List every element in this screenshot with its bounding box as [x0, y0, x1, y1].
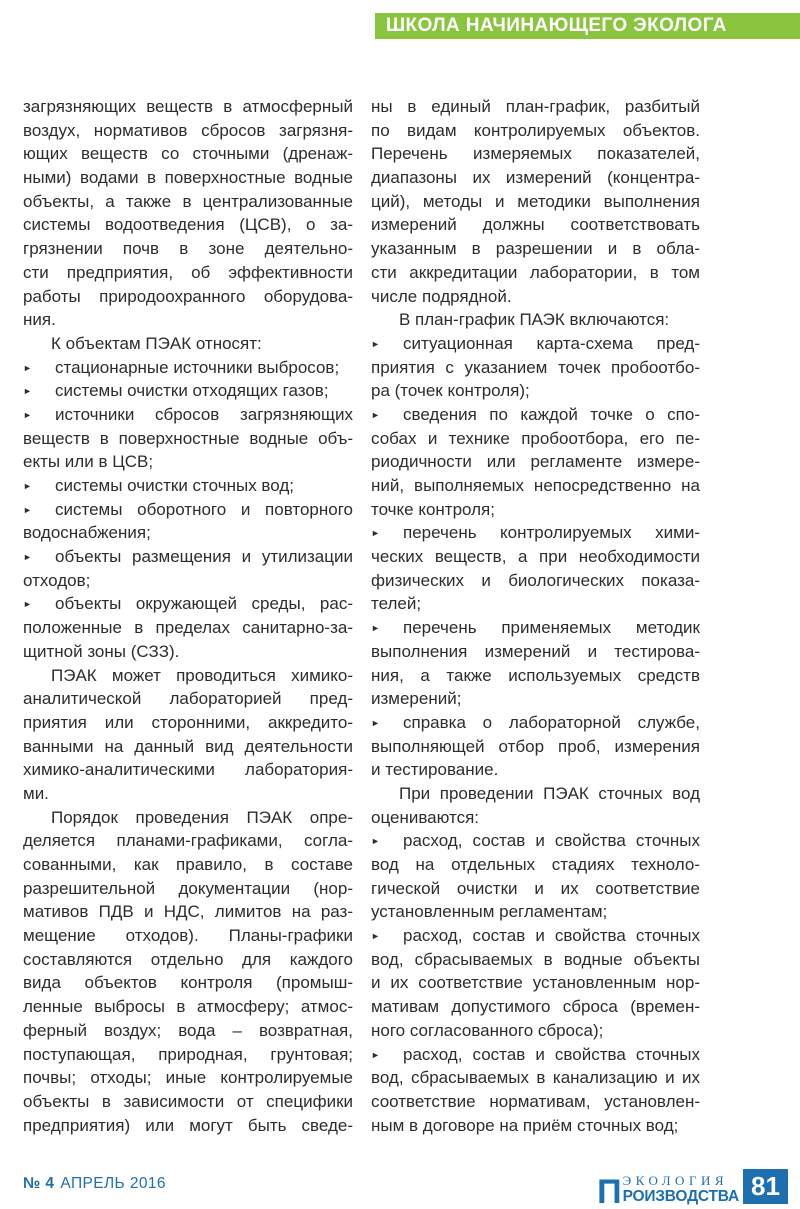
paragraph	[23, 332, 353, 356]
text-line: ния.	[23, 310, 56, 330]
text-line: ющих веществ со сточными (дренаж-	[23, 144, 353, 164]
text-line: измерений должны соответствовать	[371, 215, 700, 235]
text-line: мативов ПДВ и НДС, лимитов на раз-	[23, 902, 353, 922]
text-line: ► справка о лабораторной службе,	[371, 711, 700, 735]
text-line: по видам контролируемых объектов.	[371, 120, 700, 140]
bullet-item	[371, 924, 700, 1042]
text-line: ванными на данный вид деятельности	[23, 736, 353, 756]
text-line: ► перечень контролируемых хими-	[371, 521, 700, 545]
bullet-triangle-icon: ►	[23, 362, 32, 373]
text-line: диапазоны их измерений (концентра-	[371, 168, 700, 188]
text-line: приятия с указанием точек пробоотбо-	[371, 357, 700, 377]
page-number-badge: 81	[743, 1169, 788, 1204]
bullet-triangle-icon: ►	[23, 599, 32, 610]
bullet-item	[371, 711, 700, 782]
bullet-item	[23, 545, 353, 592]
text-line: работы природоохранного оборудова-	[23, 286, 353, 306]
bullet-triangle-icon: ►	[371, 623, 380, 634]
bullet-item	[23, 403, 353, 474]
logo-title-bottom: РОИЗВОДСТВА	[622, 1187, 739, 1205]
text-line: ► объекты окружающей среды, рас-	[23, 592, 353, 616]
text-line: составляются отдельно для каждого	[23, 949, 353, 969]
bullet-item	[371, 829, 700, 924]
bullet-triangle-icon: ►	[23, 504, 32, 515]
text-line: Перечень измеряемых показателей,	[371, 144, 700, 164]
text-line: почвы; отходы; иные контролируемые	[23, 1068, 353, 1088]
text-line: точке контроля;	[371, 499, 495, 519]
text-line: объекты в зависимости от специфики	[23, 1091, 353, 1111]
text-line: ферный воздух; вода – возвратная,	[23, 1020, 353, 1040]
text-line: ния, а также используемых средств	[371, 665, 700, 685]
text-line: сти аккредитации лаборатории, в том	[371, 262, 700, 282]
text-line: указанным в разрешении и в обла-	[371, 239, 700, 259]
text-line: системы водоотведения (ЦСВ), о за-	[23, 215, 353, 235]
text-line: загрязняющих веществ в атмосферный	[23, 97, 353, 116]
text-line: приятия или сторонними, аккредито-	[23, 712, 353, 732]
issue-number: № 4	[23, 1175, 55, 1192]
text-line: и их соответствие установленным нор-	[371, 973, 700, 993]
text-line: объекты, а также в централизованные	[23, 191, 353, 211]
text-line: ► сведения по каждой точке о спо-	[371, 403, 700, 427]
text-line: телей;	[371, 594, 422, 614]
text-line: ным в договоре на приём сточных вод;	[371, 1115, 679, 1135]
logo-title-top: ЭКОЛОГИЯ	[622, 1172, 729, 1188]
bullet-item	[23, 379, 353, 403]
magazine-logo	[597, 1172, 739, 1209]
text-line: ► системы очистки отходящих газов;	[23, 379, 353, 403]
paragraph	[23, 806, 353, 1138]
text-line: риодичности или регламенте измере-	[371, 452, 700, 472]
bullet-item	[371, 616, 700, 711]
text-line: оцениваются:	[371, 807, 480, 827]
right-column	[371, 95, 700, 1137]
issue-info	[23, 1175, 166, 1193]
text-line: ► системы очистки сточных вод;	[23, 474, 353, 498]
bullet-item	[23, 356, 353, 380]
text-line: щитной зоны (СЗЗ).	[23, 641, 180, 661]
text-line: ны в единый план-график, разбитый	[371, 97, 700, 116]
text-line: При проведении ПЭАК сточных вод	[399, 783, 700, 803]
bullet-triangle-icon: ►	[23, 386, 32, 397]
text-line: химико-аналитическими лаборатория-	[23, 760, 353, 780]
text-line: сованными, как правило, в составе	[23, 855, 353, 874]
bullet-item	[371, 332, 700, 403]
bullet-item	[371, 521, 700, 616]
bullet-triangle-icon: ►	[371, 409, 380, 420]
text-line: ► объекты размещения и утилизации	[23, 545, 353, 569]
bullet-item	[23, 498, 353, 545]
text-line: Порядок проведения ПЭАК опре-	[51, 807, 353, 827]
text-line: веществ в поверхностные водные объ-	[23, 428, 353, 448]
section-header-bar	[375, 13, 800, 39]
text-line: вод на отдельных стадиях техноло-	[371, 855, 700, 874]
text-line: ► ситуационная карта-схема пред-	[371, 332, 700, 356]
text-line: воздух, нормативов сбросов загрязня-	[23, 120, 353, 140]
logo-lines	[623, 1174, 739, 1205]
footer-right	[597, 1169, 788, 1209]
bullet-triangle-icon: ►	[371, 717, 380, 728]
text-line: разрешительной документации (нор-	[23, 878, 353, 898]
text-line: мещение отходов). Планы-графики	[23, 926, 353, 946]
text-line: сти предприятия, об эффективности	[23, 262, 353, 282]
text-line: ► расход, состав и свойства сточных	[371, 829, 700, 853]
bullet-triangle-icon: ►	[371, 1049, 380, 1060]
text-line: аналитической лабораторией пред-	[23, 689, 353, 709]
text-line: ний, выполняемых непосредственно на	[371, 476, 700, 495]
text-line: грязнении почв в зоне деятельно-	[23, 239, 353, 259]
bullet-triangle-icon: ►	[371, 836, 380, 847]
bullet-triangle-icon: ►	[371, 528, 380, 539]
text-line: ций), методы и методики выполнения	[371, 191, 700, 211]
text-line: ра (точек контроля);	[371, 381, 530, 401]
text-line: поступающая, природная, грунтовая;	[23, 1044, 353, 1064]
text-line: выполнения измерений и тестирова-	[371, 641, 700, 661]
text-line: и тестирование.	[371, 760, 499, 780]
text-line: В план-график ПАЭК включаются:	[399, 310, 670, 330]
text-line: выполняющей отбор проб, измерения	[371, 736, 700, 756]
text-line: ► перечень применяемых методик	[371, 616, 700, 640]
paragraph	[371, 308, 700, 332]
text-line: измерений;	[371, 689, 462, 709]
logo-initial: П	[597, 1172, 622, 1209]
text-line: ► стационарные источники выбросов;	[23, 356, 353, 380]
text-line: числе подрядной.	[371, 286, 512, 306]
text-line: физических и биологических показа-	[371, 570, 700, 590]
text-line: установленным регламентам;	[371, 902, 608, 922]
text-line: ► расход, состав и свойства сточных	[371, 924, 700, 948]
text-line: вод, сбрасываемых в канализацию и их	[371, 1068, 700, 1088]
bullet-item	[23, 474, 353, 498]
text-line: ► источники сбросов загрязняющих	[23, 403, 353, 427]
bullet-triangle-icon: ►	[23, 481, 32, 491]
bullet-item	[371, 1043, 700, 1138]
text-line: положенные в пределах санитарно-за-	[23, 618, 353, 638]
text-line: деляется планами-графиками, согла-	[23, 831, 353, 851]
paragraph	[23, 664, 353, 806]
bullet-triangle-icon: ►	[371, 931, 380, 942]
text-line: ► системы оборотного и повторного	[23, 498, 353, 522]
text-line: ного согласованного сброса);	[371, 1020, 604, 1040]
paragraph	[371, 95, 700, 308]
bullet-item	[371, 403, 700, 521]
text-line: собах и технике пробоотбора, его пе-	[371, 428, 700, 448]
section-title: ШКОЛА НАЧИНАЮЩЕГО ЭКОЛОГА	[386, 15, 727, 36]
text-line: ПЭАК может проводиться химико-	[51, 665, 353, 685]
text-line: ► расход, состав и свойства сточных	[371, 1043, 700, 1067]
text-line: мативам допустимого сброса (времен-	[371, 997, 700, 1017]
text-line: водоснабжения;	[23, 523, 151, 543]
bullet-triangle-icon: ►	[23, 409, 32, 420]
text-line: предприятия) или могут быть сведе-	[23, 1115, 353, 1135]
text-line: ческих веществ, а при необходимости	[371, 547, 700, 567]
paragraph	[23, 95, 353, 332]
text-line: ми.	[23, 783, 49, 803]
left-column	[23, 95, 353, 1137]
text-line: екты или в ЦСВ;	[23, 452, 154, 472]
text-line: соответствие нормативам, установлен-	[371, 1091, 700, 1111]
text-line: отходов;	[23, 570, 91, 590]
text-line: вод, сбрасываемых в водные объекты	[371, 949, 700, 969]
bullet-item	[23, 592, 353, 663]
paragraph	[371, 782, 700, 829]
text-line: ленные выбросы в атмосферу; атмос-	[23, 997, 353, 1017]
text-line: ными) водами в поверхностные водные	[23, 168, 353, 188]
bullet-triangle-icon: ►	[371, 338, 380, 349]
text-line: вида объектов контроля (промыш-	[23, 973, 353, 993]
text-line: гической очистки и их соответствие	[371, 878, 700, 898]
bullet-triangle-icon: ►	[23, 552, 32, 563]
issue-date: АПРЕЛЬ 2016	[60, 1175, 166, 1192]
text-line: К объектам ПЭАК относят:	[51, 333, 262, 353]
